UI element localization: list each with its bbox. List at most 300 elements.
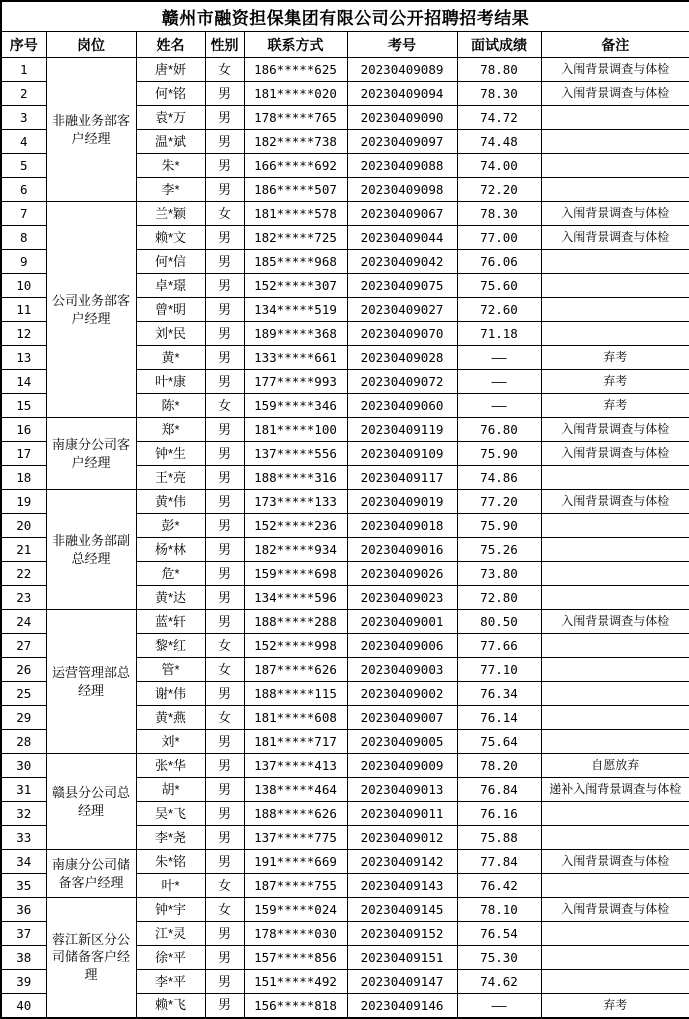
cell-position: 南康分公司储备客户经理 (46, 850, 136, 898)
cell-index: 20 (1, 514, 46, 538)
col-header-name: 姓名 (136, 32, 205, 58)
cell-exam-no: 20230409019 (347, 490, 457, 514)
cell-gender: 女 (205, 706, 244, 730)
cell-exam-no: 20230409072 (347, 370, 457, 394)
cell-remark (541, 586, 689, 610)
cell-score: 75.88 (457, 826, 541, 850)
cell-remark: 入闱背景调查与体检 (541, 82, 689, 106)
cell-score: 75.30 (457, 946, 541, 970)
cell-name: 赖*文 (136, 226, 205, 250)
cell-remark (541, 562, 689, 586)
cell-index: 38 (1, 946, 46, 970)
cell-phone: 186*****507 (244, 178, 347, 202)
cell-score: 77.20 (457, 490, 541, 514)
col-header-exam-no: 考号 (347, 32, 457, 58)
cell-index: 23 (1, 586, 46, 610)
cell-name: 杨*林 (136, 538, 205, 562)
cell-index: 18 (1, 466, 46, 490)
cell-name: 谢*伟 (136, 682, 205, 706)
cell-phone: 189*****368 (244, 322, 347, 346)
cell-name: 吴*飞 (136, 802, 205, 826)
cell-gender: 男 (205, 322, 244, 346)
cell-gender: 男 (205, 130, 244, 154)
cell-phone: 181*****608 (244, 706, 347, 730)
cell-score: 74.72 (457, 106, 541, 130)
cell-index: 5 (1, 154, 46, 178)
table-row (1, 610, 689, 634)
cell-index: 32 (1, 802, 46, 826)
cell-gender: 男 (205, 922, 244, 946)
cell-exam-no: 20230409001 (347, 610, 457, 634)
cell-position: 南康分公司客户经理 (46, 418, 136, 490)
cell-score: 78.10 (457, 898, 541, 922)
cell-gender: 男 (205, 82, 244, 106)
cell-phone: 191*****669 (244, 850, 347, 874)
cell-exam-no: 20230409070 (347, 322, 457, 346)
cell-name: 李*尧 (136, 826, 205, 850)
cell-exam-no: 20230409027 (347, 298, 457, 322)
cell-exam-no: 20230409018 (347, 514, 457, 538)
cell-index: 14 (1, 370, 46, 394)
cell-remark (541, 130, 689, 154)
cell-score: —— (457, 346, 541, 370)
cell-remark (541, 634, 689, 658)
cell-index: 29 (1, 706, 46, 730)
cell-gender: 男 (205, 466, 244, 490)
cell-gender: 男 (205, 802, 244, 826)
cell-index: 6 (1, 178, 46, 202)
cell-exam-no: 20230409090 (347, 106, 457, 130)
cell-name: 张*华 (136, 754, 205, 778)
cell-exam-no: 20230409109 (347, 442, 457, 466)
cell-gender: 男 (205, 586, 244, 610)
cell-exam-no: 20230409023 (347, 586, 457, 610)
cell-phone: 188*****288 (244, 610, 347, 634)
cell-exam-no: 20230409060 (347, 394, 457, 418)
cell-exam-no: 20230409151 (347, 946, 457, 970)
cell-index: 36 (1, 898, 46, 922)
cell-exam-no: 20230409007 (347, 706, 457, 730)
cell-index: 17 (1, 442, 46, 466)
cell-remark: 入闱背景调查与体检 (541, 490, 689, 514)
cell-phone: 178*****765 (244, 106, 347, 130)
cell-index: 34 (1, 850, 46, 874)
cell-index: 16 (1, 418, 46, 442)
cell-gender: 女 (205, 658, 244, 682)
cell-remark (541, 730, 689, 754)
cell-gender: 女 (205, 202, 244, 226)
cell-name: 朱* (136, 154, 205, 178)
cell-remark: 入闱背景调查与体检 (541, 226, 689, 250)
cell-name: 陈* (136, 394, 205, 418)
cell-phone: 159*****024 (244, 898, 347, 922)
cell-exam-no: 20230409005 (347, 730, 457, 754)
cell-name: 江*灵 (136, 922, 205, 946)
cell-gender: 男 (205, 442, 244, 466)
cell-gender: 男 (205, 562, 244, 586)
cell-score: 74.86 (457, 466, 541, 490)
cell-exam-no: 20230409152 (347, 922, 457, 946)
cell-gender: 男 (205, 226, 244, 250)
cell-index: 30 (1, 754, 46, 778)
cell-name: 黄* (136, 346, 205, 370)
cell-score: —— (457, 394, 541, 418)
cell-name: 蓝*轩 (136, 610, 205, 634)
cell-phone: 152*****307 (244, 274, 347, 298)
cell-gender: 男 (205, 154, 244, 178)
title-row (1, 1, 689, 32)
col-header-remark: 备注 (541, 32, 689, 58)
cell-index: 2 (1, 82, 46, 106)
cell-index: 33 (1, 826, 46, 850)
cell-remark (541, 658, 689, 682)
cell-name: 何*信 (136, 250, 205, 274)
cell-exam-no: 20230409003 (347, 658, 457, 682)
cell-remark (541, 466, 689, 490)
cell-phone: 159*****698 (244, 562, 347, 586)
cell-score: 78.20 (457, 754, 541, 778)
cell-remark (541, 298, 689, 322)
cell-score: 76.42 (457, 874, 541, 898)
cell-position: 赣县分公司总经理 (46, 754, 136, 850)
cell-phone: 166*****692 (244, 154, 347, 178)
cell-phone: 151*****492 (244, 970, 347, 994)
col-header-index: 序号 (1, 32, 46, 58)
cell-gender: 女 (205, 634, 244, 658)
cell-remark: 自愿放弃 (541, 754, 689, 778)
cell-name: 黎*红 (136, 634, 205, 658)
cell-score: 76.34 (457, 682, 541, 706)
cell-gender: 男 (205, 514, 244, 538)
cell-phone: 137*****775 (244, 826, 347, 850)
page-title: 赣州市融资担保集团有限公司公开招聘招考结果 (1, 1, 689, 32)
cell-score: 80.50 (457, 610, 541, 634)
table-header-row (1, 32, 689, 58)
cell-name: 危* (136, 562, 205, 586)
cell-name: 黄*达 (136, 586, 205, 610)
cell-exam-no: 20230409075 (347, 274, 457, 298)
cell-remark: 入闱背景调查与体检 (541, 58, 689, 82)
cell-phone: 138*****464 (244, 778, 347, 802)
cell-phone: 187*****755 (244, 874, 347, 898)
cell-name: 钟*宇 (136, 898, 205, 922)
cell-remark: 入闱背景调查与体检 (541, 418, 689, 442)
table-row (1, 418, 689, 442)
cell-exam-no: 20230409009 (347, 754, 457, 778)
cell-gender: 男 (205, 490, 244, 514)
cell-gender: 男 (205, 346, 244, 370)
cell-score: 77.00 (457, 226, 541, 250)
cell-name: 叶* (136, 874, 205, 898)
col-header-gender: 性别 (205, 32, 244, 58)
cell-remark: 入闱背景调查与体检 (541, 850, 689, 874)
cell-index: 19 (1, 490, 46, 514)
cell-phone: 134*****596 (244, 586, 347, 610)
table-row (1, 898, 689, 922)
cell-name: 徐*平 (136, 946, 205, 970)
cell-index: 28 (1, 730, 46, 754)
cell-index: 7 (1, 202, 46, 226)
table-row (1, 490, 689, 514)
cell-remark: 入闱背景调查与体检 (541, 898, 689, 922)
cell-score: 75.26 (457, 538, 541, 562)
cell-exam-no: 20230409088 (347, 154, 457, 178)
cell-phone: 185*****968 (244, 250, 347, 274)
cell-index: 11 (1, 298, 46, 322)
cell-exam-no: 20230409143 (347, 874, 457, 898)
cell-index: 15 (1, 394, 46, 418)
cell-index: 37 (1, 922, 46, 946)
cell-remark: 入闱背景调查与体检 (541, 202, 689, 226)
cell-exam-no: 20230409067 (347, 202, 457, 226)
cell-index: 13 (1, 346, 46, 370)
cell-index: 22 (1, 562, 46, 586)
cell-index: 4 (1, 130, 46, 154)
cell-gender: 男 (205, 418, 244, 442)
cell-score: 73.80 (457, 562, 541, 586)
table-row (1, 58, 689, 82)
cell-name: 温*斌 (136, 130, 205, 154)
cell-remark (541, 826, 689, 850)
cell-remark (541, 970, 689, 994)
cell-name: 卓*璟 (136, 274, 205, 298)
cell-exam-no: 20230409098 (347, 178, 457, 202)
cell-index: 3 (1, 106, 46, 130)
cell-index: 24 (1, 610, 46, 634)
cell-remark: 入闱背景调查与体检 (541, 610, 689, 634)
cell-phone: 156*****818 (244, 994, 347, 1018)
cell-phone: 152*****236 (244, 514, 347, 538)
cell-score: 76.16 (457, 802, 541, 826)
cell-gender: 男 (205, 178, 244, 202)
cell-name: 李*平 (136, 970, 205, 994)
cell-exam-no: 20230409094 (347, 82, 457, 106)
cell-remark (541, 682, 689, 706)
cell-exam-no: 20230409012 (347, 826, 457, 850)
cell-name: 叶*康 (136, 370, 205, 394)
cell-name: 黄*燕 (136, 706, 205, 730)
cell-exam-no: 20230409016 (347, 538, 457, 562)
cell-exam-no: 20230409147 (347, 970, 457, 994)
cell-name: 袁*万 (136, 106, 205, 130)
cell-phone: 137*****413 (244, 754, 347, 778)
cell-remark (541, 274, 689, 298)
cell-gender: 男 (205, 370, 244, 394)
cell-position: 非融业务部副总经理 (46, 490, 136, 610)
cell-phone: 133*****661 (244, 346, 347, 370)
cell-gender: 男 (205, 250, 244, 274)
cell-gender: 男 (205, 946, 244, 970)
cell-phone: 188*****316 (244, 466, 347, 490)
cell-name: 兰*颖 (136, 202, 205, 226)
cell-phone: 188*****115 (244, 682, 347, 706)
cell-exam-no: 20230409028 (347, 346, 457, 370)
cell-remark (541, 874, 689, 898)
cell-score: 75.60 (457, 274, 541, 298)
cell-phone: 152*****998 (244, 634, 347, 658)
cell-phone: 137*****556 (244, 442, 347, 466)
cell-score: 75.90 (457, 514, 541, 538)
cell-remark (541, 706, 689, 730)
cell-exam-no: 20230409089 (347, 58, 457, 82)
cell-name: 管* (136, 658, 205, 682)
cell-score: 76.54 (457, 922, 541, 946)
cell-exam-no: 20230409145 (347, 898, 457, 922)
cell-gender: 男 (205, 610, 244, 634)
cell-name: 李* (136, 178, 205, 202)
cell-phone: 181*****020 (244, 82, 347, 106)
cell-score: 77.10 (457, 658, 541, 682)
cell-gender: 男 (205, 682, 244, 706)
cell-phone: 177*****993 (244, 370, 347, 394)
cell-name: 胡* (136, 778, 205, 802)
cell-phone: 173*****133 (244, 490, 347, 514)
cell-gender: 男 (205, 826, 244, 850)
table-row (1, 850, 689, 874)
cell-name: 刘* (136, 730, 205, 754)
cell-remark: 递补入闱背景调查与体检 (541, 778, 689, 802)
cell-gender: 男 (205, 298, 244, 322)
cell-phone: 181*****717 (244, 730, 347, 754)
table-row (1, 202, 689, 226)
cell-name: 曾*明 (136, 298, 205, 322)
cell-name: 郑* (136, 418, 205, 442)
cell-exam-no: 20230409002 (347, 682, 457, 706)
cell-exam-no: 20230409011 (347, 802, 457, 826)
cell-gender: 女 (205, 898, 244, 922)
cell-index: 39 (1, 970, 46, 994)
cell-phone: 182*****725 (244, 226, 347, 250)
cell-index: 31 (1, 778, 46, 802)
cell-remark (541, 178, 689, 202)
cell-index: 1 (1, 58, 46, 82)
cell-name: 钟*生 (136, 442, 205, 466)
cell-score: 74.48 (457, 130, 541, 154)
cell-score: 77.84 (457, 850, 541, 874)
cell-score: 78.30 (457, 202, 541, 226)
cell-remark (541, 106, 689, 130)
cell-index: 10 (1, 274, 46, 298)
cell-gender: 女 (205, 874, 244, 898)
cell-exam-no: 20230409042 (347, 250, 457, 274)
cell-exam-no: 20230409117 (347, 466, 457, 490)
cell-index: 8 (1, 226, 46, 250)
cell-score: 76.80 (457, 418, 541, 442)
cell-remark: 入闱背景调查与体检 (541, 442, 689, 466)
cell-name: 刘*民 (136, 322, 205, 346)
cell-exam-no: 20230409097 (347, 130, 457, 154)
cell-remark (541, 250, 689, 274)
cell-phone: 134*****519 (244, 298, 347, 322)
cell-gender: 男 (205, 994, 244, 1018)
cell-phone: 181*****578 (244, 202, 347, 226)
cell-exam-no: 20230409044 (347, 226, 457, 250)
cell-remark: 弃考 (541, 370, 689, 394)
cell-score: 76.06 (457, 250, 541, 274)
cell-remark (541, 322, 689, 346)
cell-exam-no: 20230409142 (347, 850, 457, 874)
cell-score: 71.18 (457, 322, 541, 346)
cell-position: 公司业务部客户经理 (46, 202, 136, 418)
cell-gender: 男 (205, 850, 244, 874)
cell-remark: 弃考 (541, 394, 689, 418)
table-body (1, 58, 689, 1018)
cell-score: 76.84 (457, 778, 541, 802)
cell-position: 蓉江新区分公司储备客户经理 (46, 898, 136, 1018)
cell-remark (541, 946, 689, 970)
cell-index: 25 (1, 682, 46, 706)
cell-score: 75.90 (457, 442, 541, 466)
cell-gender: 男 (205, 274, 244, 298)
cell-position: 非融业务部客户经理 (46, 58, 136, 202)
cell-gender: 男 (205, 106, 244, 130)
cell-score: 77.66 (457, 634, 541, 658)
cell-name: 朱*铭 (136, 850, 205, 874)
cell-phone: 186*****625 (244, 58, 347, 82)
cell-score: 72.80 (457, 586, 541, 610)
col-header-score: 面试成绩 (457, 32, 541, 58)
cell-index: 40 (1, 994, 46, 1018)
cell-exam-no: 20230409119 (347, 418, 457, 442)
cell-phone: 182*****934 (244, 538, 347, 562)
cell-gender: 男 (205, 970, 244, 994)
cell-remark (541, 514, 689, 538)
cell-position: 运营管理部总经理 (46, 610, 136, 754)
cell-score: 76.14 (457, 706, 541, 730)
cell-score: —— (457, 994, 541, 1018)
cell-exam-no: 20230409013 (347, 778, 457, 802)
cell-gender: 女 (205, 394, 244, 418)
cell-phone: 182*****738 (244, 130, 347, 154)
cell-score: 78.80 (457, 58, 541, 82)
cell-gender: 女 (205, 58, 244, 82)
cell-name: 唐*妍 (136, 58, 205, 82)
cell-score: 74.62 (457, 970, 541, 994)
cell-score: 75.64 (457, 730, 541, 754)
cell-index: 35 (1, 874, 46, 898)
cell-gender: 男 (205, 730, 244, 754)
cell-name: 黄*伟 (136, 490, 205, 514)
cell-exam-no: 20230409026 (347, 562, 457, 586)
cell-index: 9 (1, 250, 46, 274)
cell-index: 21 (1, 538, 46, 562)
cell-gender: 男 (205, 754, 244, 778)
cell-phone: 159*****346 (244, 394, 347, 418)
cell-exam-no: 20230409006 (347, 634, 457, 658)
cell-remark (541, 802, 689, 826)
cell-name: 王*亮 (136, 466, 205, 490)
cell-name: 何*铭 (136, 82, 205, 106)
cell-index: 27 (1, 634, 46, 658)
cell-phone: 181*****100 (244, 418, 347, 442)
cell-name: 赖*飞 (136, 994, 205, 1018)
cell-remark: 弃考 (541, 994, 689, 1018)
cell-gender: 男 (205, 778, 244, 802)
cell-gender: 男 (205, 538, 244, 562)
cell-phone: 178*****030 (244, 922, 347, 946)
cell-remark (541, 154, 689, 178)
cell-remark (541, 538, 689, 562)
cell-phone: 188*****626 (244, 802, 347, 826)
col-header-phone: 联系方式 (244, 32, 347, 58)
cell-index: 12 (1, 322, 46, 346)
cell-name: 彭* (136, 514, 205, 538)
cell-remark: 弃考 (541, 346, 689, 370)
cell-score: 78.30 (457, 82, 541, 106)
cell-score: 74.00 (457, 154, 541, 178)
cell-score: 72.60 (457, 298, 541, 322)
cell-index: 26 (1, 658, 46, 682)
